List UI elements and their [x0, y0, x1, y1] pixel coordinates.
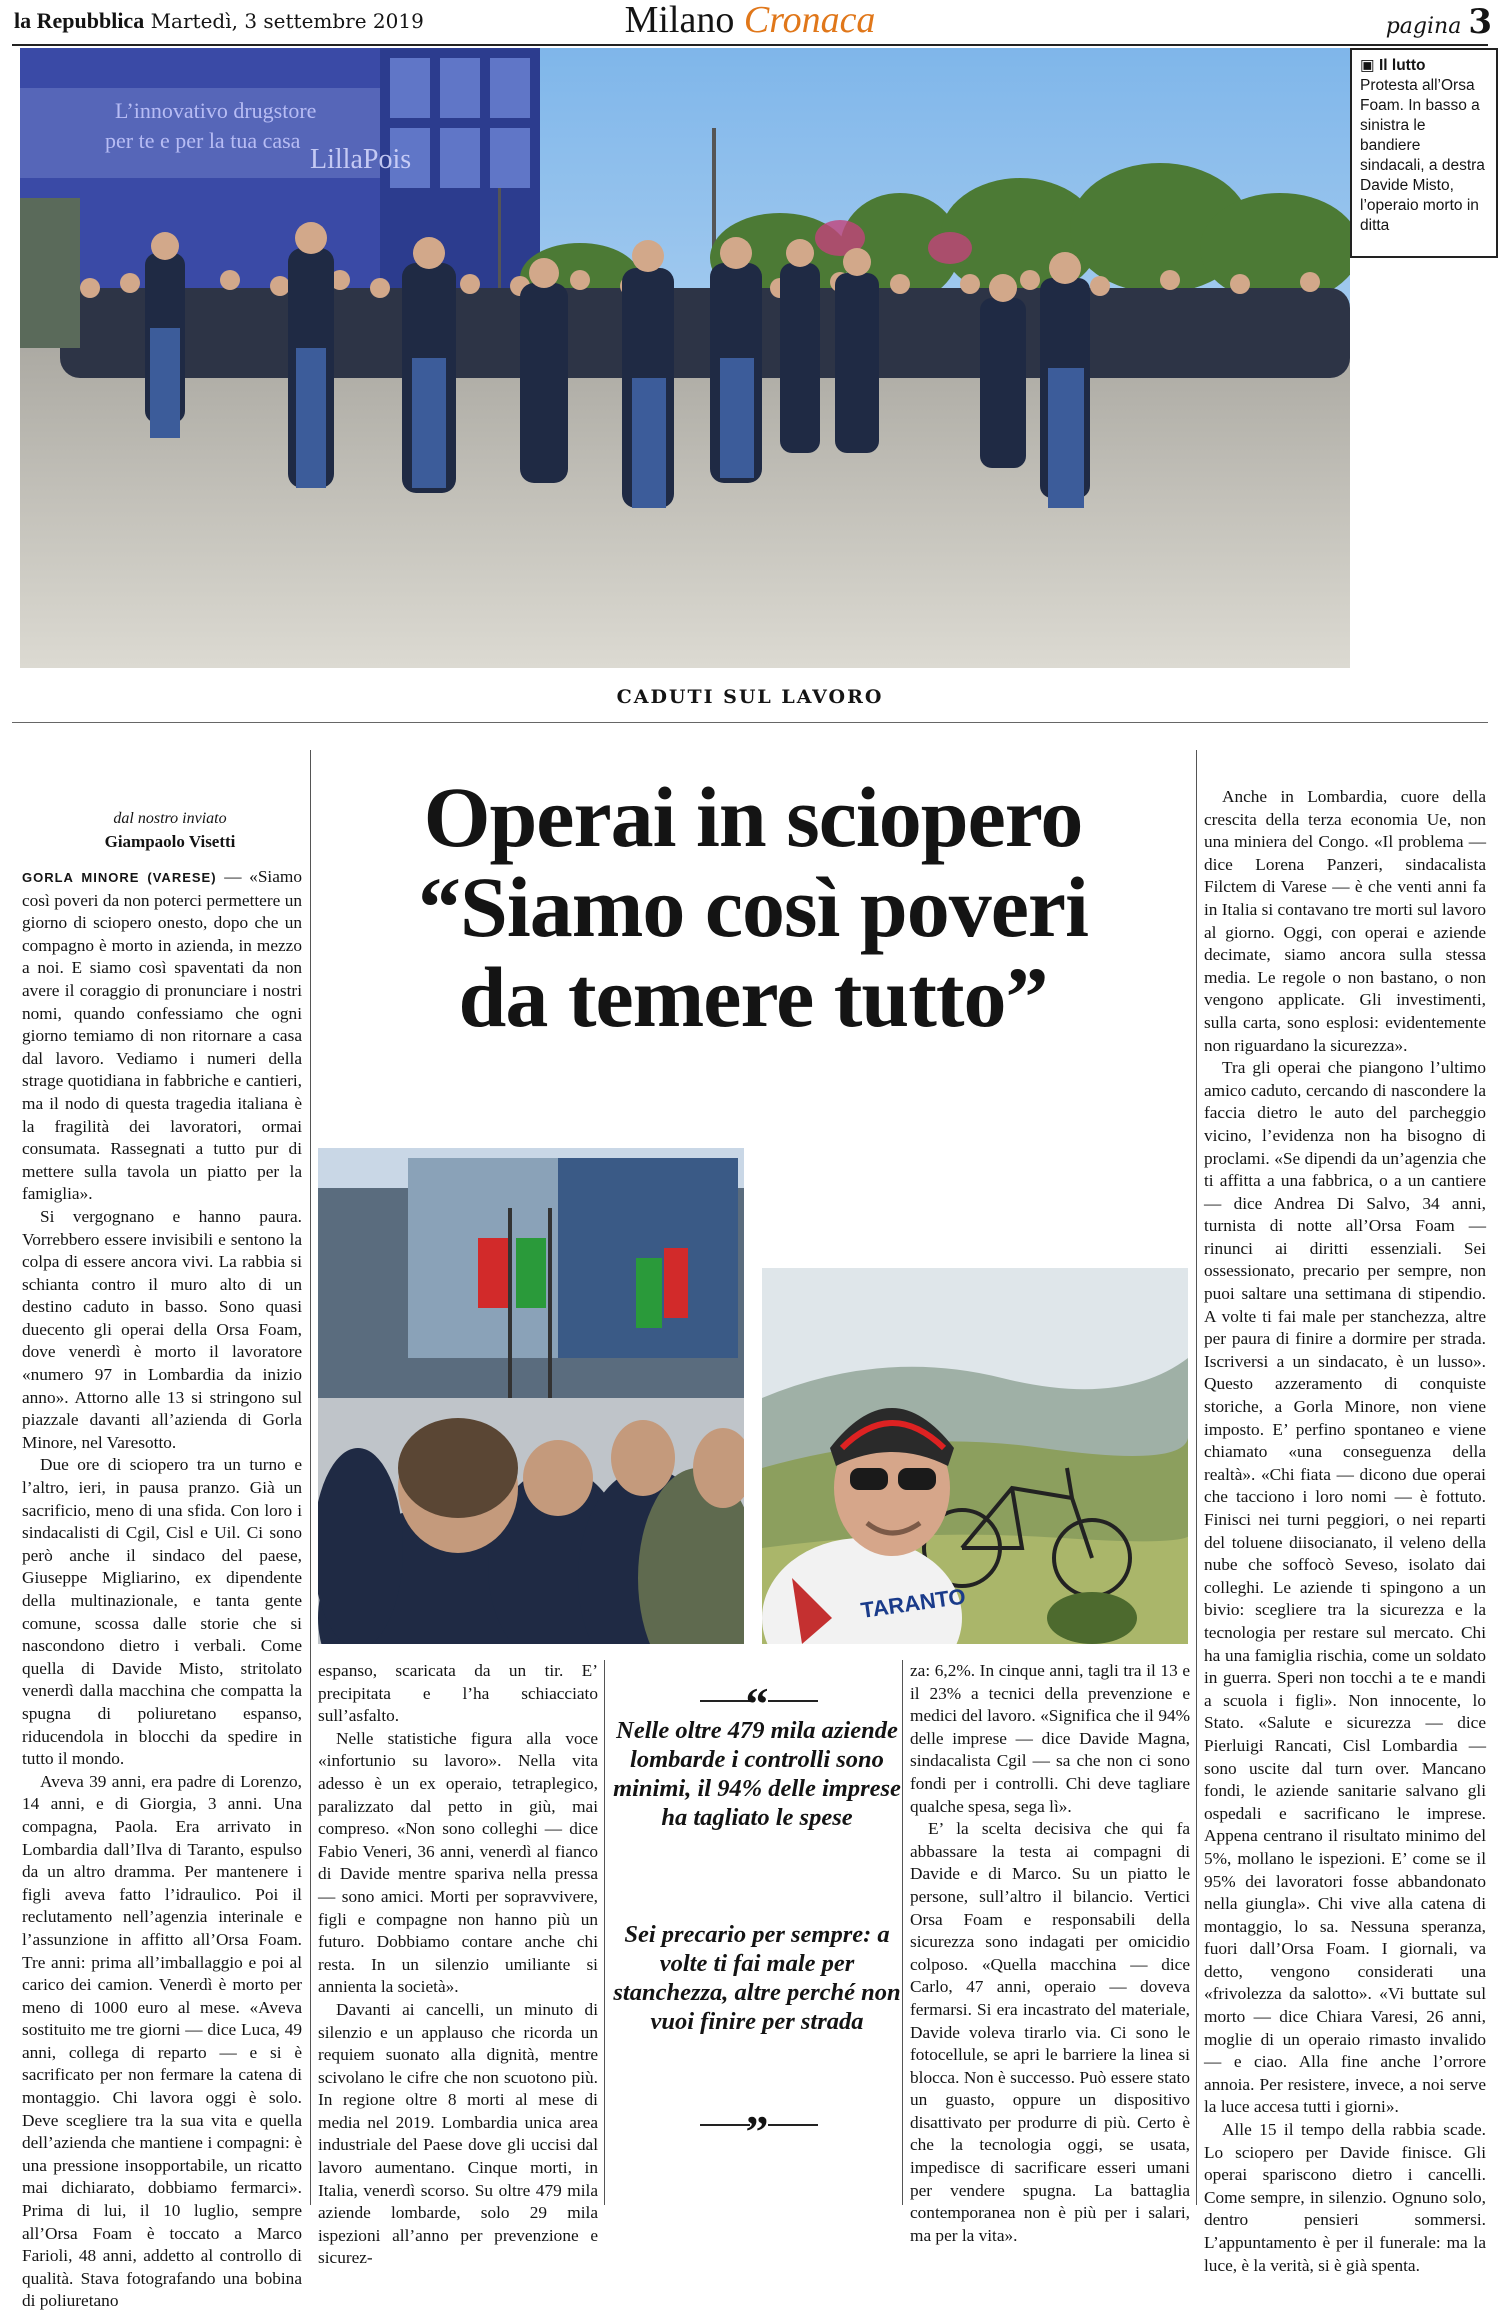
flags-photo-image	[318, 1148, 744, 1644]
paragraph: za: 6,2%. In cinque anni, tagli tra il 13 e il 23% a tecnici della prevenzione e medici del lavoro. «Significa che il 94% delle imprese — dice Davide Magna, sindacalista Cgil — sa che non ci sono fondi per i controlli. Chi deve tagliare qualche spesa, sega lì».	[910, 1661, 1190, 1816]
column-divider-3	[604, 1660, 605, 2205]
paragraph: Nelle statistiche figura alla voce «infortunio su lavoro». Nella vita adesso è un ex operaio, tetraplegico, paralizzato dal petto in giù, mai compreso. «Non sono colleghi — dice Fabio Veneri, 36 anni, venerdì al fianco di Davide mentre spariva nella pressa — sono amici. Morti per sopravvivere, figli e compagne non hanno più un futuro. Dobbiamo contare anche chi resta. In un silenzio umiliante si annienta la società».	[318, 1728, 598, 1997]
caption-text: Protesta all’Orsa Foam. In basso a sinistra le bandiere sindacali, a destra Davide Misto, l’operaio morto in ditta	[1360, 77, 1485, 234]
city-label: Milano	[624, 0, 735, 41]
caption-title: Il lutto	[1378, 57, 1426, 74]
page-indicator	[1386, 2, 1492, 42]
paragraph: E’ la scelta decisiva che qui fa abbassare la testa ai compagni di Davide e di Marco. Su un piatto le persone, sull’altro il bilancio. Vertici Orsa Foam e responsabili della sicurezza sono indagati per omicidio colposo. «Quella macchina — dice Carlo, 47 anni, operaio — doveva fermarsi. Si era incastrato del materiale, Davide voleva tirarlo via. Ci sono le fotocellule, se apri le barriere la linea si blocca. Non è successo. Può essere stato un guasto, oppure un dispositivo disattivato per produrre di più. Certo è che la tecnologia oggi, se usata, impedisce di sacrificare esseri umani per vendere spugna. La battaglia contemporanea non è più per i salari, ma per la vita».	[910, 1819, 1190, 2245]
page-label: pagina	[1385, 14, 1462, 39]
pull-quote-1: Nelle oltre 479 mila aziende lombarde i controlli sono minimi, il 94% delle imprese ha tagliato le spese	[613, 1717, 901, 1831]
headline-line-1: Operai in sciopero	[423, 769, 1083, 865]
victim-portrait-photo	[762, 1148, 1188, 1644]
dateline: GORLA MINORE (VARESE)	[22, 870, 217, 885]
article-column-1	[22, 866, 302, 2313]
section-label: Cronaca	[743, 0, 876, 41]
pull-quote-2: Sei precario per sempre: a volte ti fai male per stanchezza, altre perché non vuoi finire per strada	[613, 1921, 901, 2035]
masthead-rule	[12, 44, 1488, 46]
paragraph: espanso, scaricata da un tir. E’ precipitata e l’ha schiacciato sull’asfalto.	[318, 1661, 598, 1726]
column-divider-1	[310, 750, 311, 2205]
headline	[318, 769, 1188, 1045]
headline-line-2: “Siamo così poveri	[418, 859, 1088, 955]
paragraph: GORLA MINORE (VARESE) — «Siamo così poveri da non poterci permettere un giorno di sciopero onesto, dopo che un compagno è morto in azienda, in mezzo a noi. E siamo così spaventati da non avere il coraggio di pronunciare i nostri nomi, quando confessiamo che ogni giorno temiamo di non ritornare a casa dal lavoro. Vediamo i numeri della strage quotidiana in fabbriche e cantieri, ma il nodo di questa tragedia italiana è la fragilità dei lavoratori, ormai consumata. Rassegnati a tutto pur di mettere sulla tavola un piatto per la famiglia».	[22, 867, 302, 1204]
column-divider-4	[902, 1660, 903, 2205]
byline-intro: dal nostro inviato	[113, 810, 227, 827]
paragraph: Due ore di sciopero tra un turno e l’altro, ieri, in pausa pranzo. Già un sacrificio, meno di una sfida. Con loro i sindacalisti di Cgil, Cisl e Uil. Ci sono però anche il sindaco del paese, Giuseppe Migliarino, ex dipendente della multinazionale, e tanta gente comune, scossa dalle storie che si nascondono dietro i verbali. Come quella di Davide Misto, stritolato venerdì dalla macchina che compatta la spugna di poliuretano espanso, riducendola in blocchi da spedire in tutto il mondo.	[22, 1455, 302, 1769]
newspaper-logo: la Repubblica	[14, 8, 145, 33]
issue-date: Martedì, 3 settembre 2019	[150, 9, 424, 33]
quote-close-mark: ”	[745, 2106, 769, 2157]
kicker: CADUTI SUL LAVORO	[616, 686, 884, 708]
paragraph: Aveva 39 anni, era padre di Lorenzo, 14 anni, e di Giorgia, 3 anni. Una compagna, Paola. Era arrivato in Lombardia dall’Ilva di Taranto, espulso da un altro dramma. Per mantenere i figli aveva fatto l’idraulico. Poi il reclutamento nell’agenzia interinale e l’assunzione in affitto all’Orsa Foam. Tre anni: prima all’imballaggio e poi al carico dei camion. Venerdì è morto per meno di 1000 euro al mese. «Aveva sostituito me tre giorni — dice Luca, 49 anni, collega di reparto — e si è sacrificato per non fermare la catena di montaggio. Chi lavora oggi è solo. Deve scegliere tra la sua vita e quella dell’azienda che mantiene i compagni: è una pressione insopportabile, un ricatto mai dichiarato, dobbiamo fermarci». Prima di lui, il 10 luglio, sempre all’Orsa Foam è toccato a Marco Farioli, 48 anni, addetto al controllo di qualità. Stava fotografando una bobina di poliuretano	[22, 1771, 302, 2311]
paragraph: Si vergognano e hanno paura. Vorrebbero essere invisibili e sentono la colpa di essere ancora vivi. La rabbia si schianta contro il muro alto di un destino caduto in basso. Sono quasi duecento gli operai della Orsa Foam, dove venerdì è morto il lavoratore «numero 97 in Lombardia da inizio anno». Attorno alle 13 si stringono sul piazzale davanti all’azienda di Gorla Minore, nel Varesotto.	[22, 1206, 302, 1452]
page-number: 3	[1468, 2, 1492, 42]
article-column-4	[1204, 786, 1486, 2277]
article-column-2	[318, 1660, 598, 2270]
article-column-3	[910, 1660, 1190, 2247]
paragraph: Tra gli operai che piangono l’ultimo amico caduto, cercando di nascondere la faccia dietro le auto del parcheggio vicino, l’evidenza non ha bisogno di proclami. «Se dipendi da un’agenzia che ti affitta a una fabbrica, o a un cantiere — dice Andrea Di Salvo, 34 anni, turnista di notte all’Orsa Foam — rinunci ai diritti essenziali. Sei ossessionato, precario per sempre, non puoi saltare una settimana di stipendio. A volte ti fai male per stanchezza, altre per paura di finire a dormire per strada. Iscriversi a un sindacato, è un lusso». Questo azzeramento di conquiste storiche, a Gorla Minore, non viene imposto. E’ perfino spontaneo e viene chiamato «una conseguenza della realtà». «Chi fiata — dicono due operai che tacciono i loro nomi — è fottuto. Finisci nei turni peggiori, o nei reparti del toluene diisocianato, il veleno della nube che soffocò Seveso, isolato dai colleghi. Le aziende ti spingono a un bivio: scegliere tra la sicurezza e la tecnologia per restare sul mercato. Chi ha una famiglia rischia, come un soldato in guerra. Speri non tocchi a te e mandi a scuola i figli». Non innocente, lo Stato. «Salute e sicurezza — dice Pierluigi Rancati, Cisl Lombardia — sono uscite dal turn over. Mancano fondi, le aziende sanitarie salvano gli ospedali e sacrificano le imprese. Appena centrano il risultato minimo del 5%, mollano le ispezioni. E’ come se il 95% dei lavoratori fosse abbandonato nella giungla». Chi vive alla catena di montaggio, lo sa. Nessuna speranza, fuori dall’Orsa Foam. I giornali, va detto, vengono considerati una «frivolezza da salotto». «Vi buttate sul morto — dice Chiara Varesi, 26 anni, moglie di un operaio rimasto invalido — e ciao. Alla fine anche l’orrore annoia. Per resistere, invece, a noi serve la luce accesa tutti i giorni».	[1204, 1058, 1486, 2117]
paragraph: Alle 15 il tempo della rabbia scade. Lo sciopero per Davide finisce. Gli operai spariscono dietro i cancelli. Come sempre, in silenzio. Ognuno solo, dentro pensieri sommersi. L’appuntamento è per il funerale: ma la luce, è la verità, si è già spenta.	[1204, 2120, 1486, 2275]
paragraph: Anche in Lombardia, cuore della crescita della terza economia Ue, non una miniera del Congo. «Il problema — dice Lorena Panzeri, sindacalista Filctem di Varese — è che venti anni fa in Italia si contavano tre morti sul lavoro al giorno. Oggi, con operai e aziende decimate, siamo ancora sulla stessa media. Le regole o non bastano, o non vengono applicate. Gli investimenti, sulla carta, sono esplosi: evidentemente non riguardano la sicurezza».	[1204, 787, 1486, 1055]
union-flags-photo	[318, 1148, 744, 1644]
photo-caption	[1350, 48, 1498, 258]
paragraph: Davanti ai cancelli, un minuto di silenzio e un applauso che ricorda un requiem suonato alla dignità, mentre scivolano le cifre che non scuotono più. In regione oltre 8 morti al mese di media nel 2019. Lombardia unica area industriale del Paese dove gli uccisi dal lavoro aumentano. Cinque morti, in Italia, venerdì scorso. Su oltre 479 mila aziende lombarde, solo 29 mila ispezioni all’anno per prevenzione e sicurez-	[318, 1999, 598, 2268]
headline-line-3: da temere tutto”	[458, 949, 1048, 1045]
sign-line1: L’innovativo drugstore	[115, 98, 317, 123]
byline-author: Giampaolo Visetti	[104, 832, 236, 851]
main-photo	[20, 48, 1350, 668]
masthead	[0, 0, 1500, 44]
quote-open-mark: “	[745, 1678, 769, 1729]
section-title	[0, 0, 1500, 42]
column-divider-2	[1196, 750, 1197, 2205]
kicker-rule	[12, 722, 1488, 723]
cyclist-selfie-image	[762, 1148, 1188, 1644]
sign-logo: LillaPois	[310, 144, 412, 175]
sign-line2: per te e per la tua casa	[105, 128, 301, 153]
camera-icon: ▣	[1360, 57, 1375, 74]
protest-photo	[20, 48, 1350, 668]
jersey-text: TARANTO	[859, 1583, 968, 1623]
